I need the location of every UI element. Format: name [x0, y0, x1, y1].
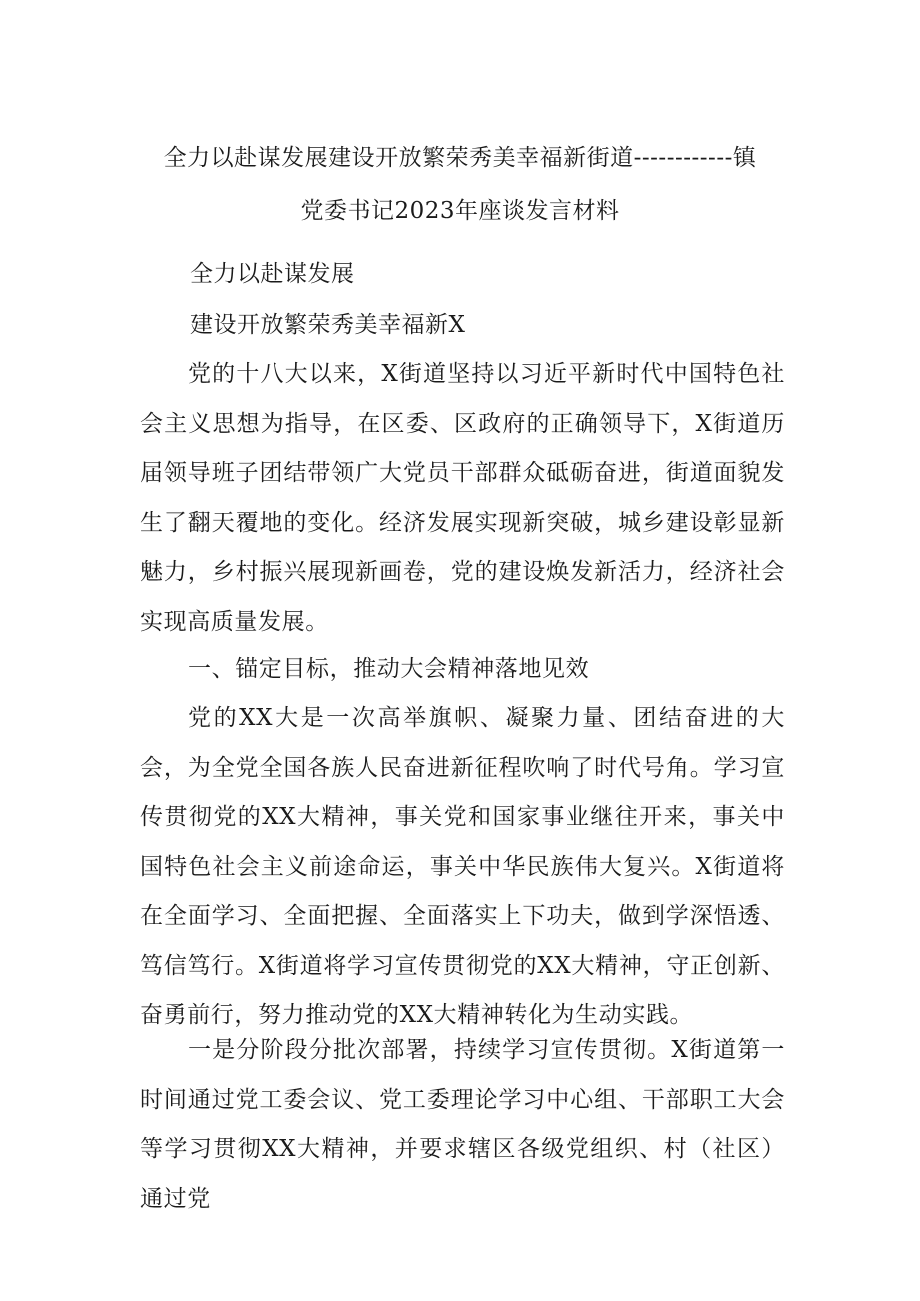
subtitle-line-1: 全力以赴谋发展: [190, 261, 355, 287]
body-paragraph-section-1: 党的XX大是一次高举旗帜、凝聚力量、团结奋进的大会，为全党全国各族人民奋进新征程吹响了时代号角。学习宣传贯彻党的XX大精神，事关党和国家事业继往开来，事关中国特色社会主义前途命运，事关中华民族伟大复兴。X街道将在全面学习、全面把握、全面落实上下功夫，做到学深悟透、笃信笃行。X街道将学习宣传贯彻党的XX大精神，守正创新、奋勇前行，努力推动党的XX大精神转化为生动实践。: [140, 705, 785, 1028]
document-title-line-2: 党委书记2023年座谈发言材料: [300, 198, 620, 224]
body-paragraph-intro: 党的十八大以来，X街道坚持以习近平新时代中国特色社会主义思想为指导，在区委、区政府的正确领导下，X街道历届领导班子团结带领广大党员干部群众砥砺奋进，街道面貌发生了翻天覆地的变化。经济发展实现新突破，城乡建设彰显新魅力，乡村振兴展现新画卷，党的建设焕发新活力，经济社会实现高质量发展。: [140, 361, 785, 635]
section-heading-1: 一、锚定目标，推动大会精神落地见效: [188, 656, 590, 682]
subtitle-line-2: 建设开放繁荣秀美幸福新X: [190, 312, 466, 338]
body-paragraph-point-1: 一是分阶段分批次部署，持续学习宣传贯彻。X街道第一时间通过党工委会议、党工委理论学习中心组、干部职工大会等学习贯彻XX大精神，并要求辖区各级党组织、村（社区）通过党: [140, 1037, 785, 1212]
document-title-line-1: 全力以赴谋发展建设开放繁荣秀美幸福新街道------------镇: [163, 145, 757, 171]
